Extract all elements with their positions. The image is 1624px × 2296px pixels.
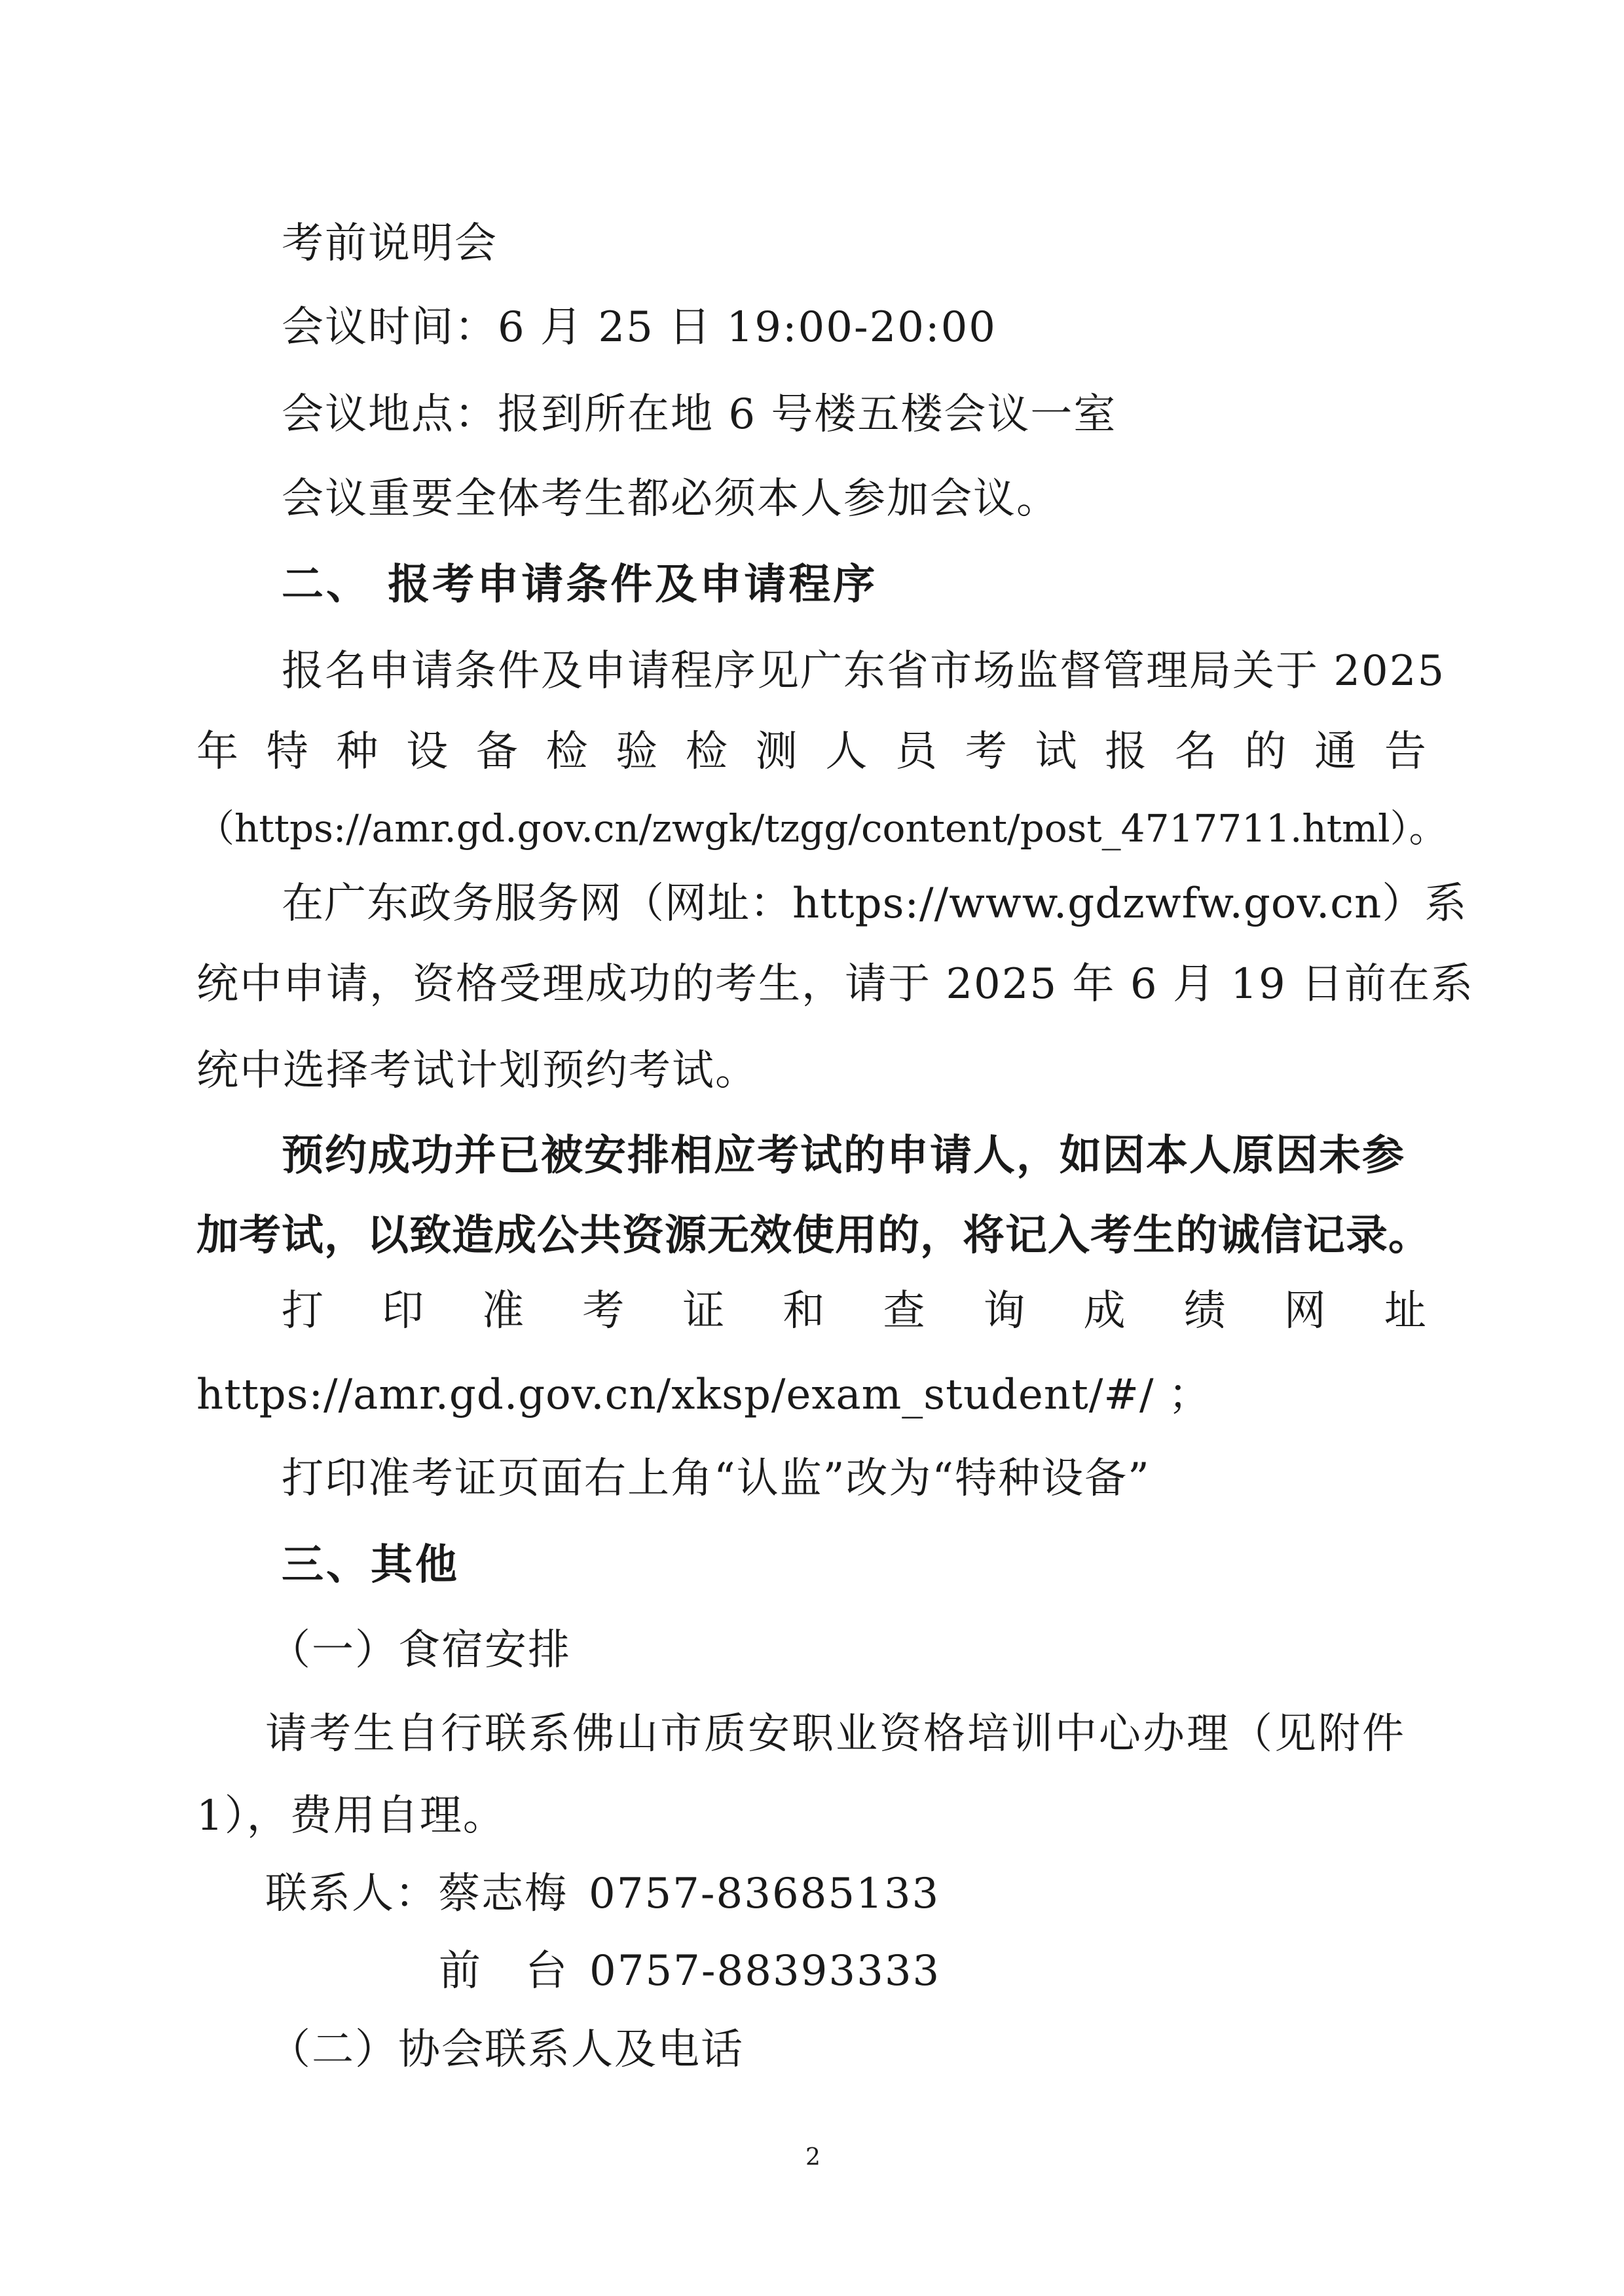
print-char: 印 (382, 1287, 426, 1335)
p1-char: 考 (965, 728, 1008, 776)
print-char: 考 (582, 1287, 626, 1335)
print-char: 和 (783, 1287, 826, 1335)
print-char: 绩 (1183, 1287, 1227, 1335)
print-char: 网 (1283, 1287, 1327, 1335)
p1-char: 检 (545, 728, 589, 776)
contact-phone: 0757-88393333 (589, 1947, 941, 1995)
p1-char: 检 (685, 728, 729, 776)
p1-char: 设 (406, 728, 450, 776)
section-2-heading: 二、 报考申请条件及申请程序 (282, 561, 878, 609)
subsection-1-line-1: 请考生自行联系佛山市质安职业资格培训中心办理（见附件 (265, 1710, 1406, 1758)
section-3-heading: 三、其他 (282, 1541, 460, 1589)
paragraph-1-line-2 (196, 726, 1428, 778)
p1-char: 年 (196, 728, 240, 776)
paragraph-1-line-1: 报名申请条件及申请程序见广东省市场监督管理局关于 2025 (282, 647, 1446, 695)
contact-row-1 (265, 1868, 940, 1920)
contact-row-2 (439, 1945, 940, 1997)
p1-char: 报 (1105, 728, 1149, 776)
paragraph-2-line-1: 在广东政务服务网（网址：https://www.gdzwfw.gov.cn）系 (282, 880, 1467, 928)
print-url: https://amr.gd.gov.cn/xksp/exam_student/#/ ； (196, 1371, 1211, 1419)
print-char: 证 (682, 1287, 726, 1335)
p1-char: 特 (266, 728, 310, 776)
p1-char: 告 (1384, 728, 1428, 776)
print-char: 址 (1384, 1287, 1428, 1335)
p1-char: 种 (336, 728, 380, 776)
page-number: 2 (805, 2144, 821, 2171)
print-char: 询 (983, 1287, 1027, 1335)
p1-char: 的 (1244, 728, 1288, 776)
warning-line-2: 加考试，以致造成公共资源无效使用的，将记入考生的诚信记录。 (196, 1212, 1431, 1260)
contact-label: 联系人： (265, 1870, 438, 1918)
meeting-time: 会议时间：6 月 25 日 19:00-20:00 (282, 303, 997, 352)
subsection-2-heading: （二）协会联系人及电话 (268, 2026, 744, 2074)
p1-char: 人 (825, 728, 869, 776)
print-char: 准 (482, 1287, 526, 1335)
p1-char: 备 (475, 728, 519, 776)
print-note: 打印准考证页面右上角“认监”改为“特种设备” (282, 1454, 1151, 1503)
print-char: 打 (282, 1287, 325, 1335)
subsection-1-line-2: 1），费用自理。 (196, 1792, 506, 1840)
contact-name: 蔡志梅 (438, 1870, 568, 1918)
p1-char: 员 (895, 728, 939, 776)
p1-char: 试 (1035, 728, 1079, 776)
meeting-note: 会议重要全体考生都必须本人参加会议。 (282, 475, 1060, 523)
p1-char: 测 (755, 728, 799, 776)
paragraph-2-line-3: 统中选择考试计划预约考试。 (196, 1046, 758, 1095)
subsection-1-heading: （一）食宿安排 (268, 1626, 571, 1675)
print-line-1 (282, 1285, 1428, 1337)
warning-line-1: 预约成功并已被安排相应考试的申请人，如因本人原因未参 (282, 1132, 1405, 1180)
contact-phone: 0757-83685133 (589, 1870, 940, 1918)
print-char: 查 (883, 1287, 927, 1335)
paragraph-1-line-3: （https://amr.gd.gov.cn/zwgk/tzgg/content/post_4717711.html）。 (196, 806, 1447, 851)
p1-char: 验 (616, 728, 659, 776)
paragraph-2-line-2: 统中申请，资格受理成功的考生，请于 2025 年 6 月 19 日前在系 (196, 960, 1475, 1009)
meeting-place: 会议地点：报到所在地 6 号楼五楼会议一室 (282, 390, 1117, 439)
contact-name: 前 台 (439, 1947, 568, 1995)
p1-char: 名 (1174, 728, 1218, 776)
print-char: 成 (1083, 1287, 1127, 1335)
meeting-title: 考前说明会 (282, 219, 498, 268)
p1-char: 通 (1314, 728, 1358, 776)
